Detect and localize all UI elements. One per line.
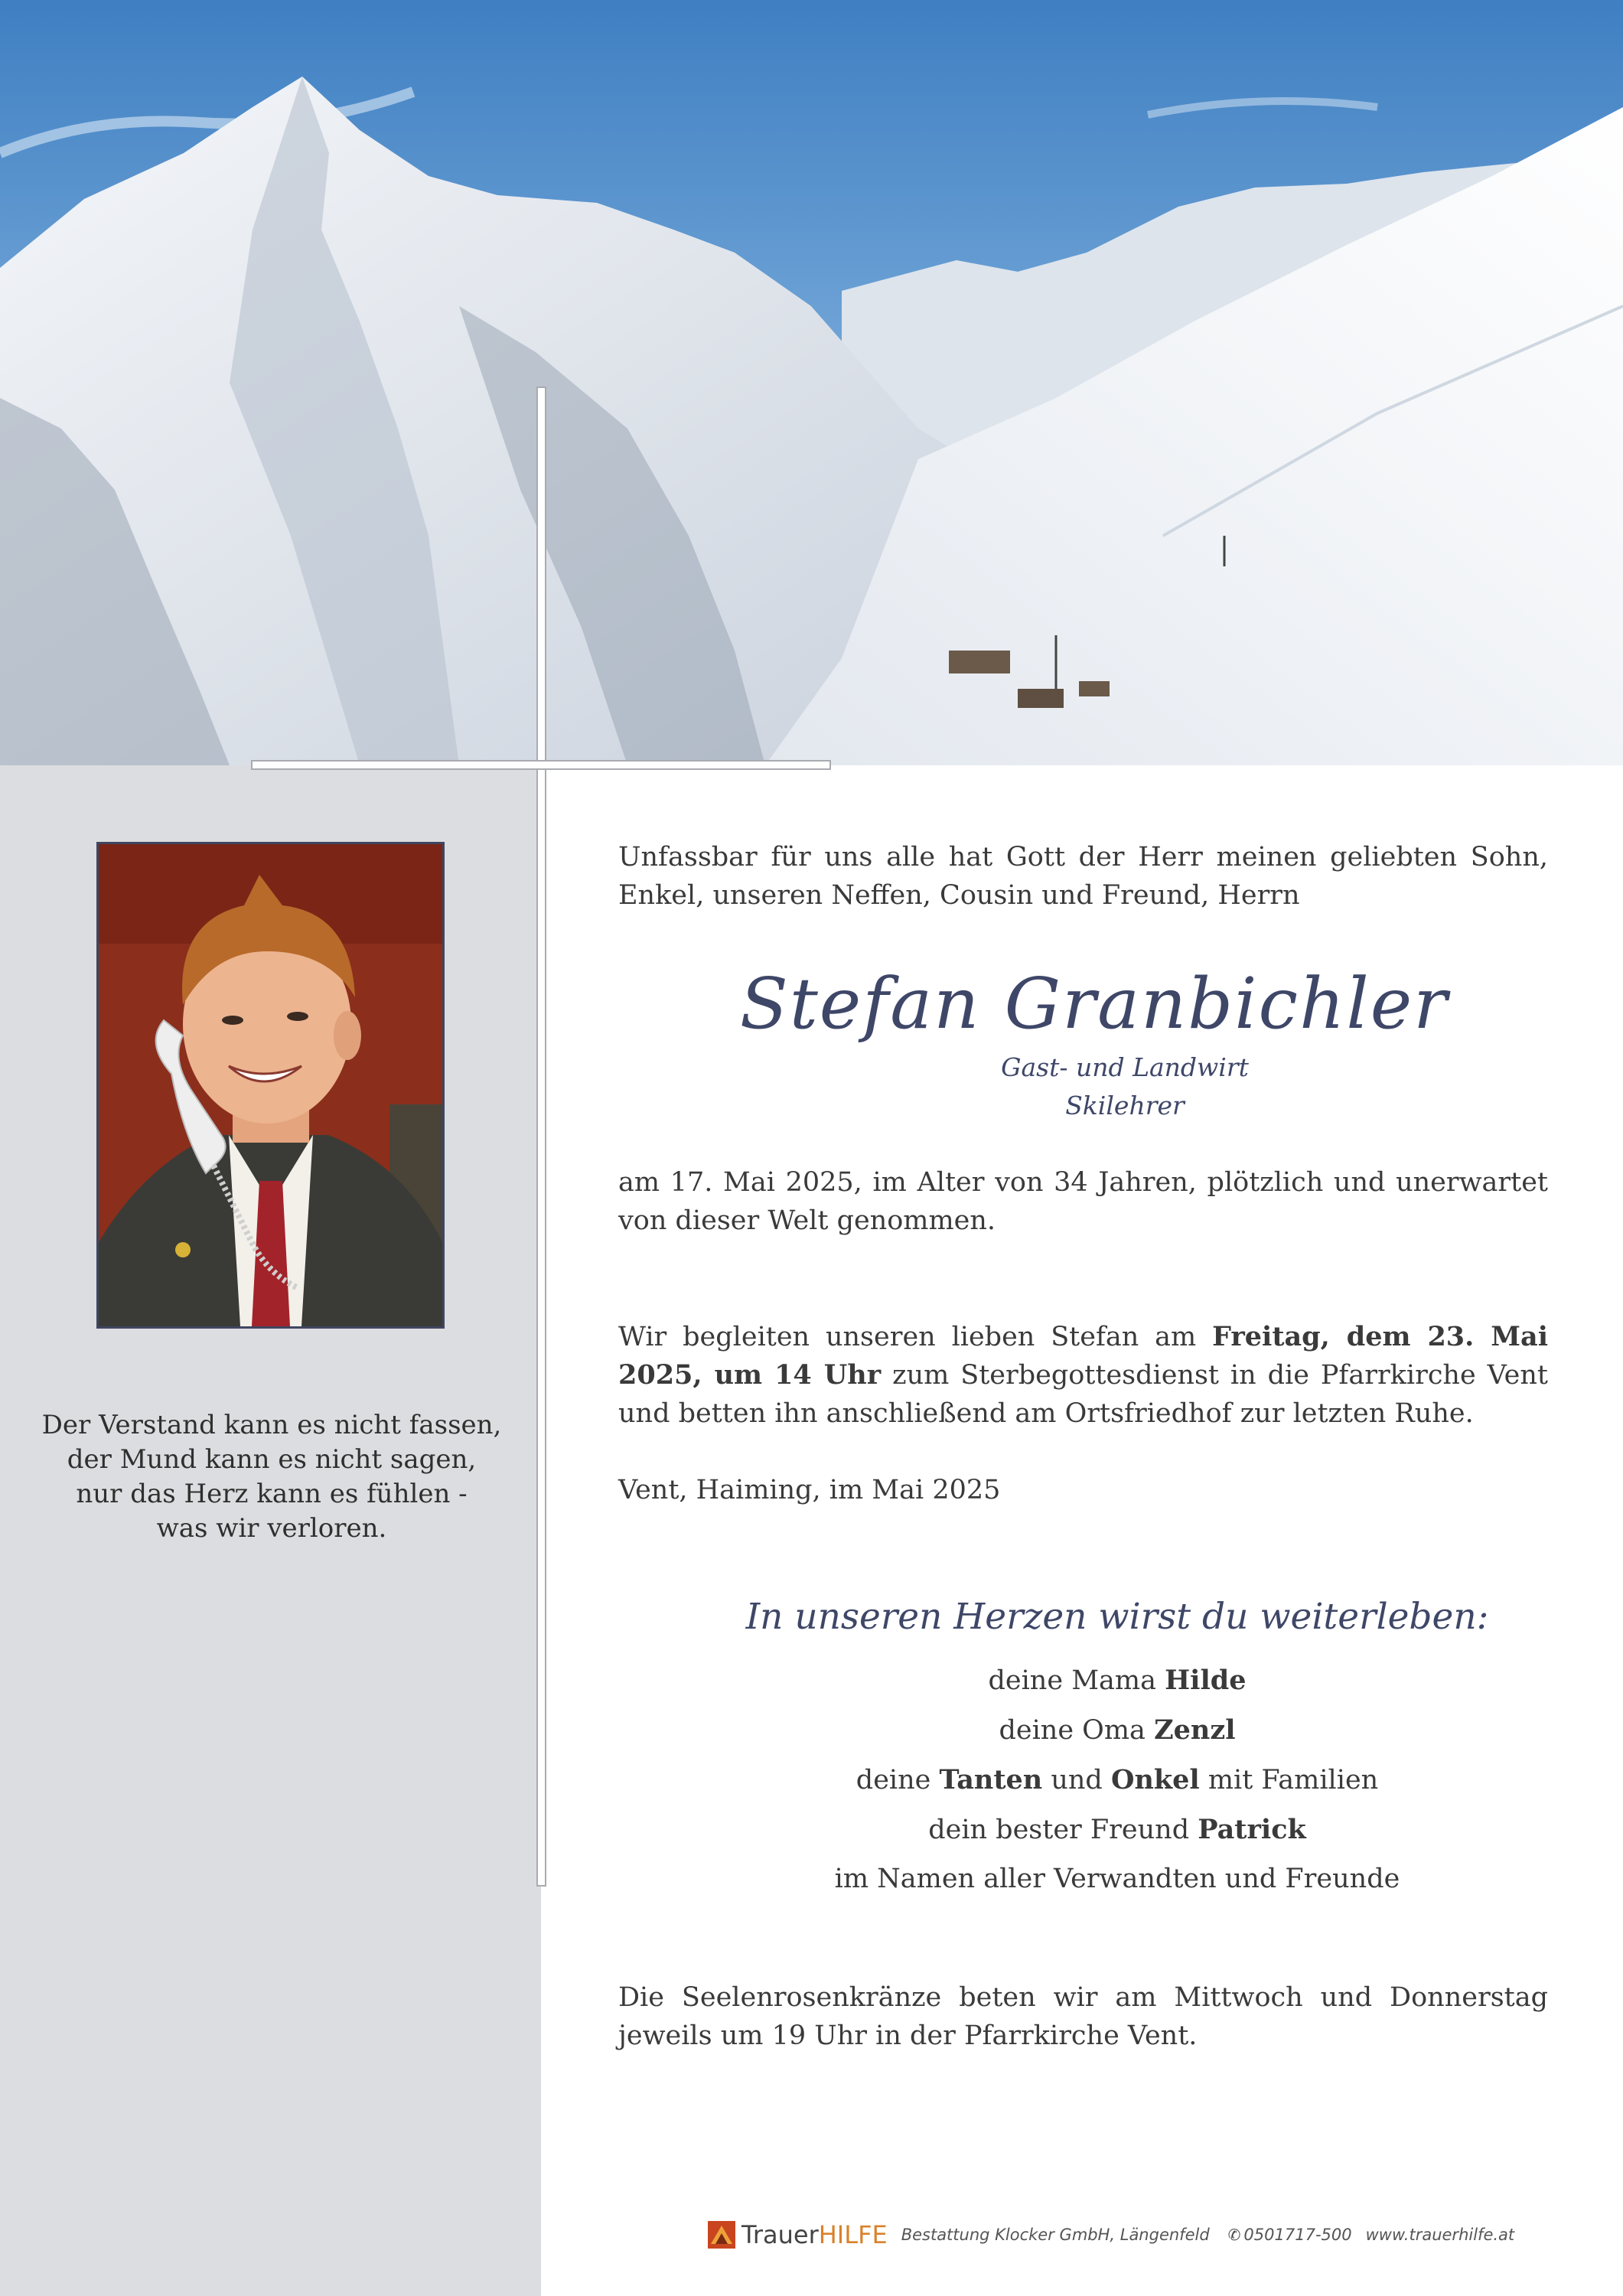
brand-part-a: Trauer bbox=[741, 2220, 819, 2249]
mourner-name: Tanten bbox=[939, 1764, 1043, 1795]
verse-line: was wir verloren. bbox=[156, 1513, 387, 1544]
mourner-line bbox=[689, 1864, 1546, 1894]
mourner-prefix: deine bbox=[855, 1765, 940, 1795]
funeral-info bbox=[618, 1318, 1548, 1433]
verse-line: der Mund kann es nicht sagen, bbox=[67, 1444, 477, 1475]
memorial-verse bbox=[31, 1408, 513, 1546]
portrait-photo bbox=[96, 842, 445, 1329]
motto: In unseren Herzen wirst du weiterleben: bbox=[745, 1596, 1489, 1638]
phone-icon: ✆ bbox=[1227, 2226, 1241, 2244]
mourner-name: Hilde bbox=[1165, 1665, 1247, 1696]
funeral-text-before: Wir begleiten unseren lieben Stefan am bbox=[618, 1322, 1213, 1352]
funeral-text-after: zum Sterbegottesdienst in die Pfarrkirche Vent und betten ihn anschließend am Ortsfriedhof zur letzten Ruhe. bbox=[618, 1360, 1548, 1429]
mourner-middle: und bbox=[1042, 1765, 1111, 1795]
mourner-name: Onkel bbox=[1110, 1764, 1200, 1795]
intro-text: Unfassbar für uns alle hat Gott der Herr meinen geliebten Sohn, Enkel, unseren Neffen, Cousin und Freund, Herrn bbox=[618, 842, 1548, 911]
trauerhilfe-logo-icon bbox=[708, 2221, 735, 2249]
footer bbox=[708, 2219, 1514, 2250]
funeral-date: Freitag, dem 23. Mai 2025, um 14 Uhr bbox=[618, 1321, 1548, 1391]
deceased-profession: Skilehrer bbox=[1065, 1091, 1185, 1120]
mourner-prefix: deine Mama bbox=[988, 1665, 1165, 1696]
company-name: Bestattung Klocker GmbH, Längenfeld bbox=[901, 2226, 1210, 2244]
death-notice: am 17. Mai 2025, im Alter von 34 Jahren, plötzlich und unerwartet von dieser Welt genommen. bbox=[618, 1167, 1548, 1236]
mourner-line bbox=[689, 1814, 1546, 1845]
mourner-suffix: mit Familien bbox=[1199, 1765, 1379, 1795]
mourner-line bbox=[689, 1665, 1546, 1696]
brand-part-b: HILFE bbox=[818, 2220, 888, 2249]
mourner-line bbox=[689, 1714, 1546, 1746]
place-date: Vent, Haiming, im Mai 2025 bbox=[618, 1475, 1001, 1505]
verse-line: Der Verstand kann es nicht fassen, bbox=[41, 1410, 502, 1440]
mourner-prefix: dein bester Freund bbox=[928, 1815, 1198, 1845]
website-link[interactable]: www.trauerhilfe.at bbox=[1365, 2226, 1515, 2244]
deceased-name: Stefan Granbichler bbox=[739, 963, 1449, 1045]
mourner-prefix: deine Oma bbox=[999, 1715, 1155, 1746]
deceased-occupation: Gast- und Landwirt bbox=[1001, 1052, 1249, 1082]
mourner-line bbox=[689, 1764, 1546, 1795]
mourner-prefix: im Namen aller Verwandten und Freunde bbox=[834, 1864, 1400, 1894]
verse-line: nur das Herz kann es fühlen - bbox=[76, 1479, 468, 1509]
cross-icon bbox=[536, 386, 546, 1887]
rosary-notice: Die Seelenrosenkränze beten wir am Mittwoch und Donnerstag jeweils um 19 Uhr in der Pfarrkirche Vent. bbox=[618, 1982, 1548, 2051]
mourner-name: Patrick bbox=[1198, 1814, 1306, 1845]
phone-number[interactable]: 0501717-500 bbox=[1243, 2226, 1352, 2244]
mourner-name: Zenzl bbox=[1154, 1714, 1236, 1746]
brand-name bbox=[741, 2220, 888, 2249]
mountain-photo bbox=[0, 0, 1623, 765]
cross-join bbox=[538, 762, 545, 768]
